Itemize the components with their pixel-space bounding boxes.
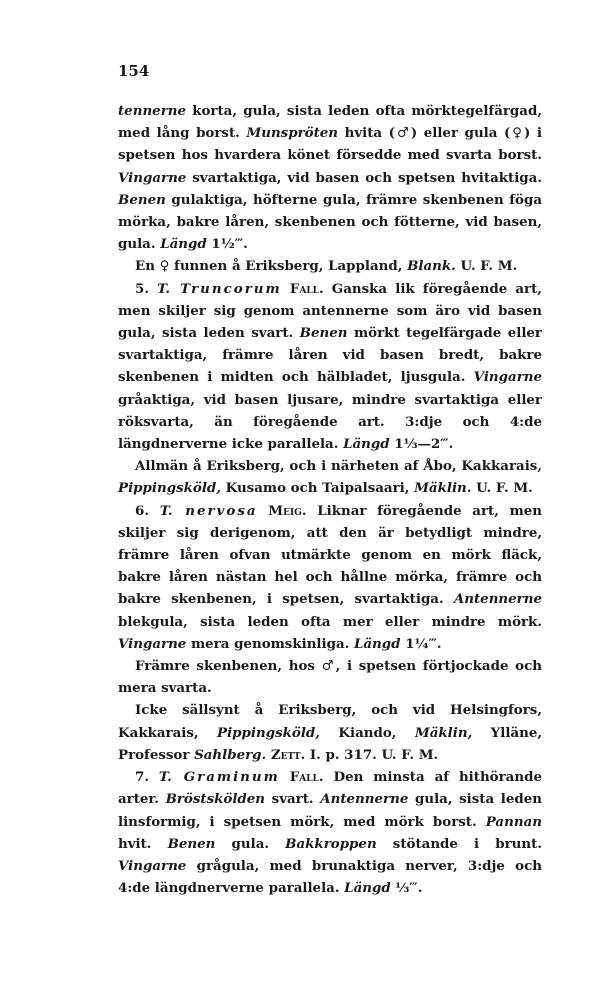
italic-term: Mäklin. [414, 480, 472, 497]
text-run: mörkt tegelfärgade eller svartaktiga, främre låren vid basen bredt, bakre skenbenen i midten och hälbladet, ljusgula. [118, 325, 542, 386]
text-run: svart. [265, 791, 321, 808]
text-run: gula. [215, 835, 286, 852]
italic-term: Benen [167, 835, 216, 852]
entry-number: 6. [135, 502, 160, 519]
italic-term: Bröstskölden [165, 791, 266, 808]
text-run: U. F. M. [471, 480, 533, 497]
italic-term: tennerne [118, 103, 187, 119]
italic-term: Benen [118, 191, 166, 208]
text-run: ⅓‴. [390, 880, 423, 897]
citation-author: Zett. [266, 746, 306, 763]
text-run: grågula, med brunaktiga nerver, 3:dje och 4:de längdnerverne parallela. [118, 857, 542, 897]
text-run: gulaktiga, höfterne gula, främre skenbenen föga mörka, bakre låren, skenbenen och fötterne, vid basen, gula. [118, 191, 542, 253]
italic-term: Pippingsköld, [118, 480, 221, 497]
paragraph-locality [118, 699, 542, 766]
italic-term: Blank. [407, 258, 456, 275]
text-run: En ♀ funnen å Eriksberg, Lappland, [135, 258, 408, 275]
italic-term: Munspröten [246, 125, 339, 142]
italic-term: Bakkroppen [285, 835, 377, 852]
genus-abbrev: T. [158, 769, 172, 786]
text-run: Främre skenbenen, hos ♂, i spetsen förtjockade och mera svarta. [118, 658, 542, 697]
italic-term: Antennerne [320, 791, 409, 808]
paragraph-locality [118, 255, 542, 277]
text-run: 1¼‴. [400, 635, 442, 652]
italic-term: Vingarne [473, 369, 542, 386]
paragraph-continuation [118, 100, 542, 255]
italic-term: Antennerne [453, 591, 542, 608]
page-number: 154 [118, 62, 150, 80]
italic-term: Längd [344, 880, 391, 897]
paragraph-locality [118, 455, 542, 499]
text-run: svartaktiga, vid basen och spetsen hvitaktiga. [186, 169, 542, 186]
italic-term: Mäklin, [414, 724, 473, 741]
text-run: I. p. 317. U. F. M. [305, 746, 439, 763]
page-body [118, 100, 542, 899]
species-author: Fall. [281, 280, 324, 297]
text-run: korta, gula, sista leden ofta mörktegelfärgad, med lång borst. [118, 103, 542, 142]
text-run: 1½‴. [206, 236, 248, 253]
italic-term: Vingarne [118, 857, 187, 874]
text-run: Den minsta af hithörande arter. [118, 769, 542, 808]
italic-term: Längd [343, 436, 390, 453]
species-name: Truncorum [170, 280, 282, 297]
text-run: blekgula, sista leden ofta mer eller mindre mörk. [118, 613, 542, 630]
entry-number: 7. [135, 769, 159, 786]
paragraph-note [118, 655, 542, 699]
text-run: Icke sällsynt å Eriksberg, och vid Helsingfors, Kakkarais, [118, 702, 542, 741]
text-run: hvita (♂) eller gula (♀) i spetsen hos hvardera könet försedde med svarta borst. [118, 125, 542, 164]
text-run: mera genomskinliga. [186, 635, 354, 652]
text-run: Ylläne, Professor [118, 724, 542, 763]
italic-term: Längd [160, 236, 207, 253]
text-run: stötande i brunt. [376, 835, 542, 852]
text-run: Ganska lik föregående art, men skiljer sig genom antennerne som äro vid basen gula, sista leden svart. [118, 280, 542, 342]
species-author: Meig. [257, 502, 307, 519]
species-entry-5 [118, 278, 542, 456]
species-name: Graminum [171, 769, 280, 786]
italic-term: Vingarne [118, 635, 187, 652]
species-author: Fall. [279, 769, 324, 786]
text-run: U. F. M. [455, 258, 518, 275]
text-run: Kiando, [319, 724, 415, 741]
text-run: Allmän å Eriksberg, och i närheten af Åbo, Kakkarais, [135, 458, 542, 475]
text-run: 1⅓—2‴. [389, 436, 454, 453]
species-entry-7 [118, 766, 542, 899]
genus-abbrev: T. [159, 502, 173, 519]
genus-abbrev: T. [157, 280, 171, 297]
italic-term: Vingarne [118, 169, 187, 186]
species-name: nervosa [172, 502, 258, 519]
entry-number: 5. [135, 280, 158, 297]
italic-term: Sahlberg. [194, 746, 267, 763]
text-run: gråaktiga, vid basen ljusare, mindre svartaktiga eller röksvarta, än föregående art. 3:dje och 4:de längdnerverne icke parallela. [118, 391, 542, 453]
text-run: Kusamo och Taipalsaari, [220, 480, 415, 497]
italic-term: Benen [299, 325, 348, 342]
text-run: hvit. [118, 835, 168, 852]
italic-term: Längd [353, 635, 401, 652]
text-run: Liknar föregående art, men skiljer sig derigenom, att den är betydligt mindre, främre låren ofvan utmärkte genom en mörk fläck, bakre låren nästan hel och hållne mörka, främre och bakre skenbenen, i spetsen, svartaktiga. [118, 502, 543, 608]
italic-term: Pippingsköld, [217, 724, 320, 741]
species-entry-6 [118, 500, 542, 655]
text-run: gula, sista leden linsformig, i spetsen mörk, med mörk borst. [118, 791, 542, 830]
italic-term: Pannan [485, 813, 542, 830]
